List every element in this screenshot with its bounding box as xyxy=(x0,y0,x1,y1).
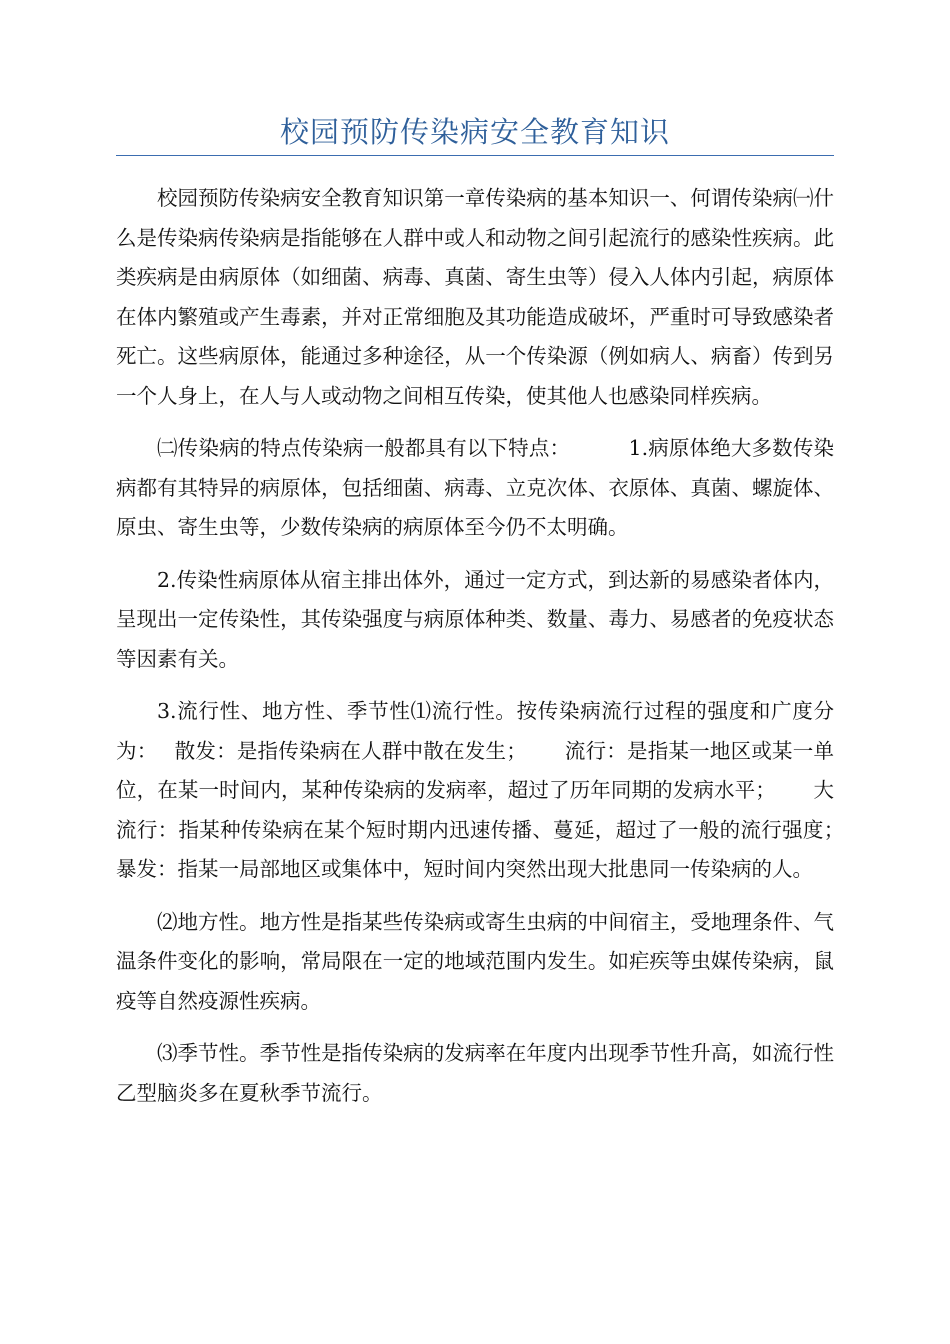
paragraph-endemic: ⑵地方性。地方性是指某些传染病或寄生虫病的中间宿主，受地理条件、气温条件变化的影响，常局限在一定的地域范围内发生。如疟疾等虫媒传染病，鼠疫等自然疫源性疾病。 xyxy=(116,909,834,1013)
paragraph-epidemic: 3.流行性、地方性、季节性⑴流行性。按传染病流行过程的强度和广度分为： 散发：是指传染病在人群中散在发生； 流行：是指某一地区或某一单位，在某一时间内，某种传染病的发病率，超过了历年同期的发病水平； 大流行：指某种传染病在某个短时期内迅速传播、蔓延，超过了一般的流行强度； 暴发：指某一局部地区或集体中，短时间内突然出现大批患同一传染病的人。 xyxy=(116,699,882,881)
document-page xyxy=(116,0,882,1113)
paragraph-seasonal: ⑶季节性。季节性是指传染病的发病率在年度内出现季节性升高，如流行性乙型脑炎多在夏秋季节流行。 xyxy=(116,1041,834,1105)
paragraph-infectivity: 2.传染性病原体从宿主排出体外，通过一定方式，到达新的易感染者体内，呈现出一定传染性，其传染强度与病原体种类、数量、毒力、易感者的免疫状态等因素有关。 xyxy=(116,567,834,671)
paragraph-definition: 校园预防传染病安全教育知识第一章传染病的基本知识一、何谓传染病㈠什么是传染病传染病是指能够在人群中或人和动物之间引起流行的感染性疾病。此类疾病是由病原体（如细菌、病毒、真菌、寄生虫等）侵入人体内引起，病原体在体内繁殖或产生毒素，并对正常细胞及其功能造成破坏，严重时可导致感染者死亡。这些病原体，能通过多种途径，从一个传染源（例如病人、病畜）传到另一个人身上，在人与人或动物之间相互传染，使其他人也感染同样疾病。 xyxy=(116,186,834,408)
title-underline xyxy=(116,155,834,156)
document-title: 校园预防传染病安全教育知识 xyxy=(279,115,670,149)
paragraph-features: ㈡传染病的特点传染病一般都具有以下特点： 1.病原体绝大多数传染病都有其特异的病原体，包括细菌、病毒、立克次体、衣原体、真菌、螺旋体、原虫、寄生虫等，少数传染病的病原体至今仍不太明确。 xyxy=(116,436,834,539)
